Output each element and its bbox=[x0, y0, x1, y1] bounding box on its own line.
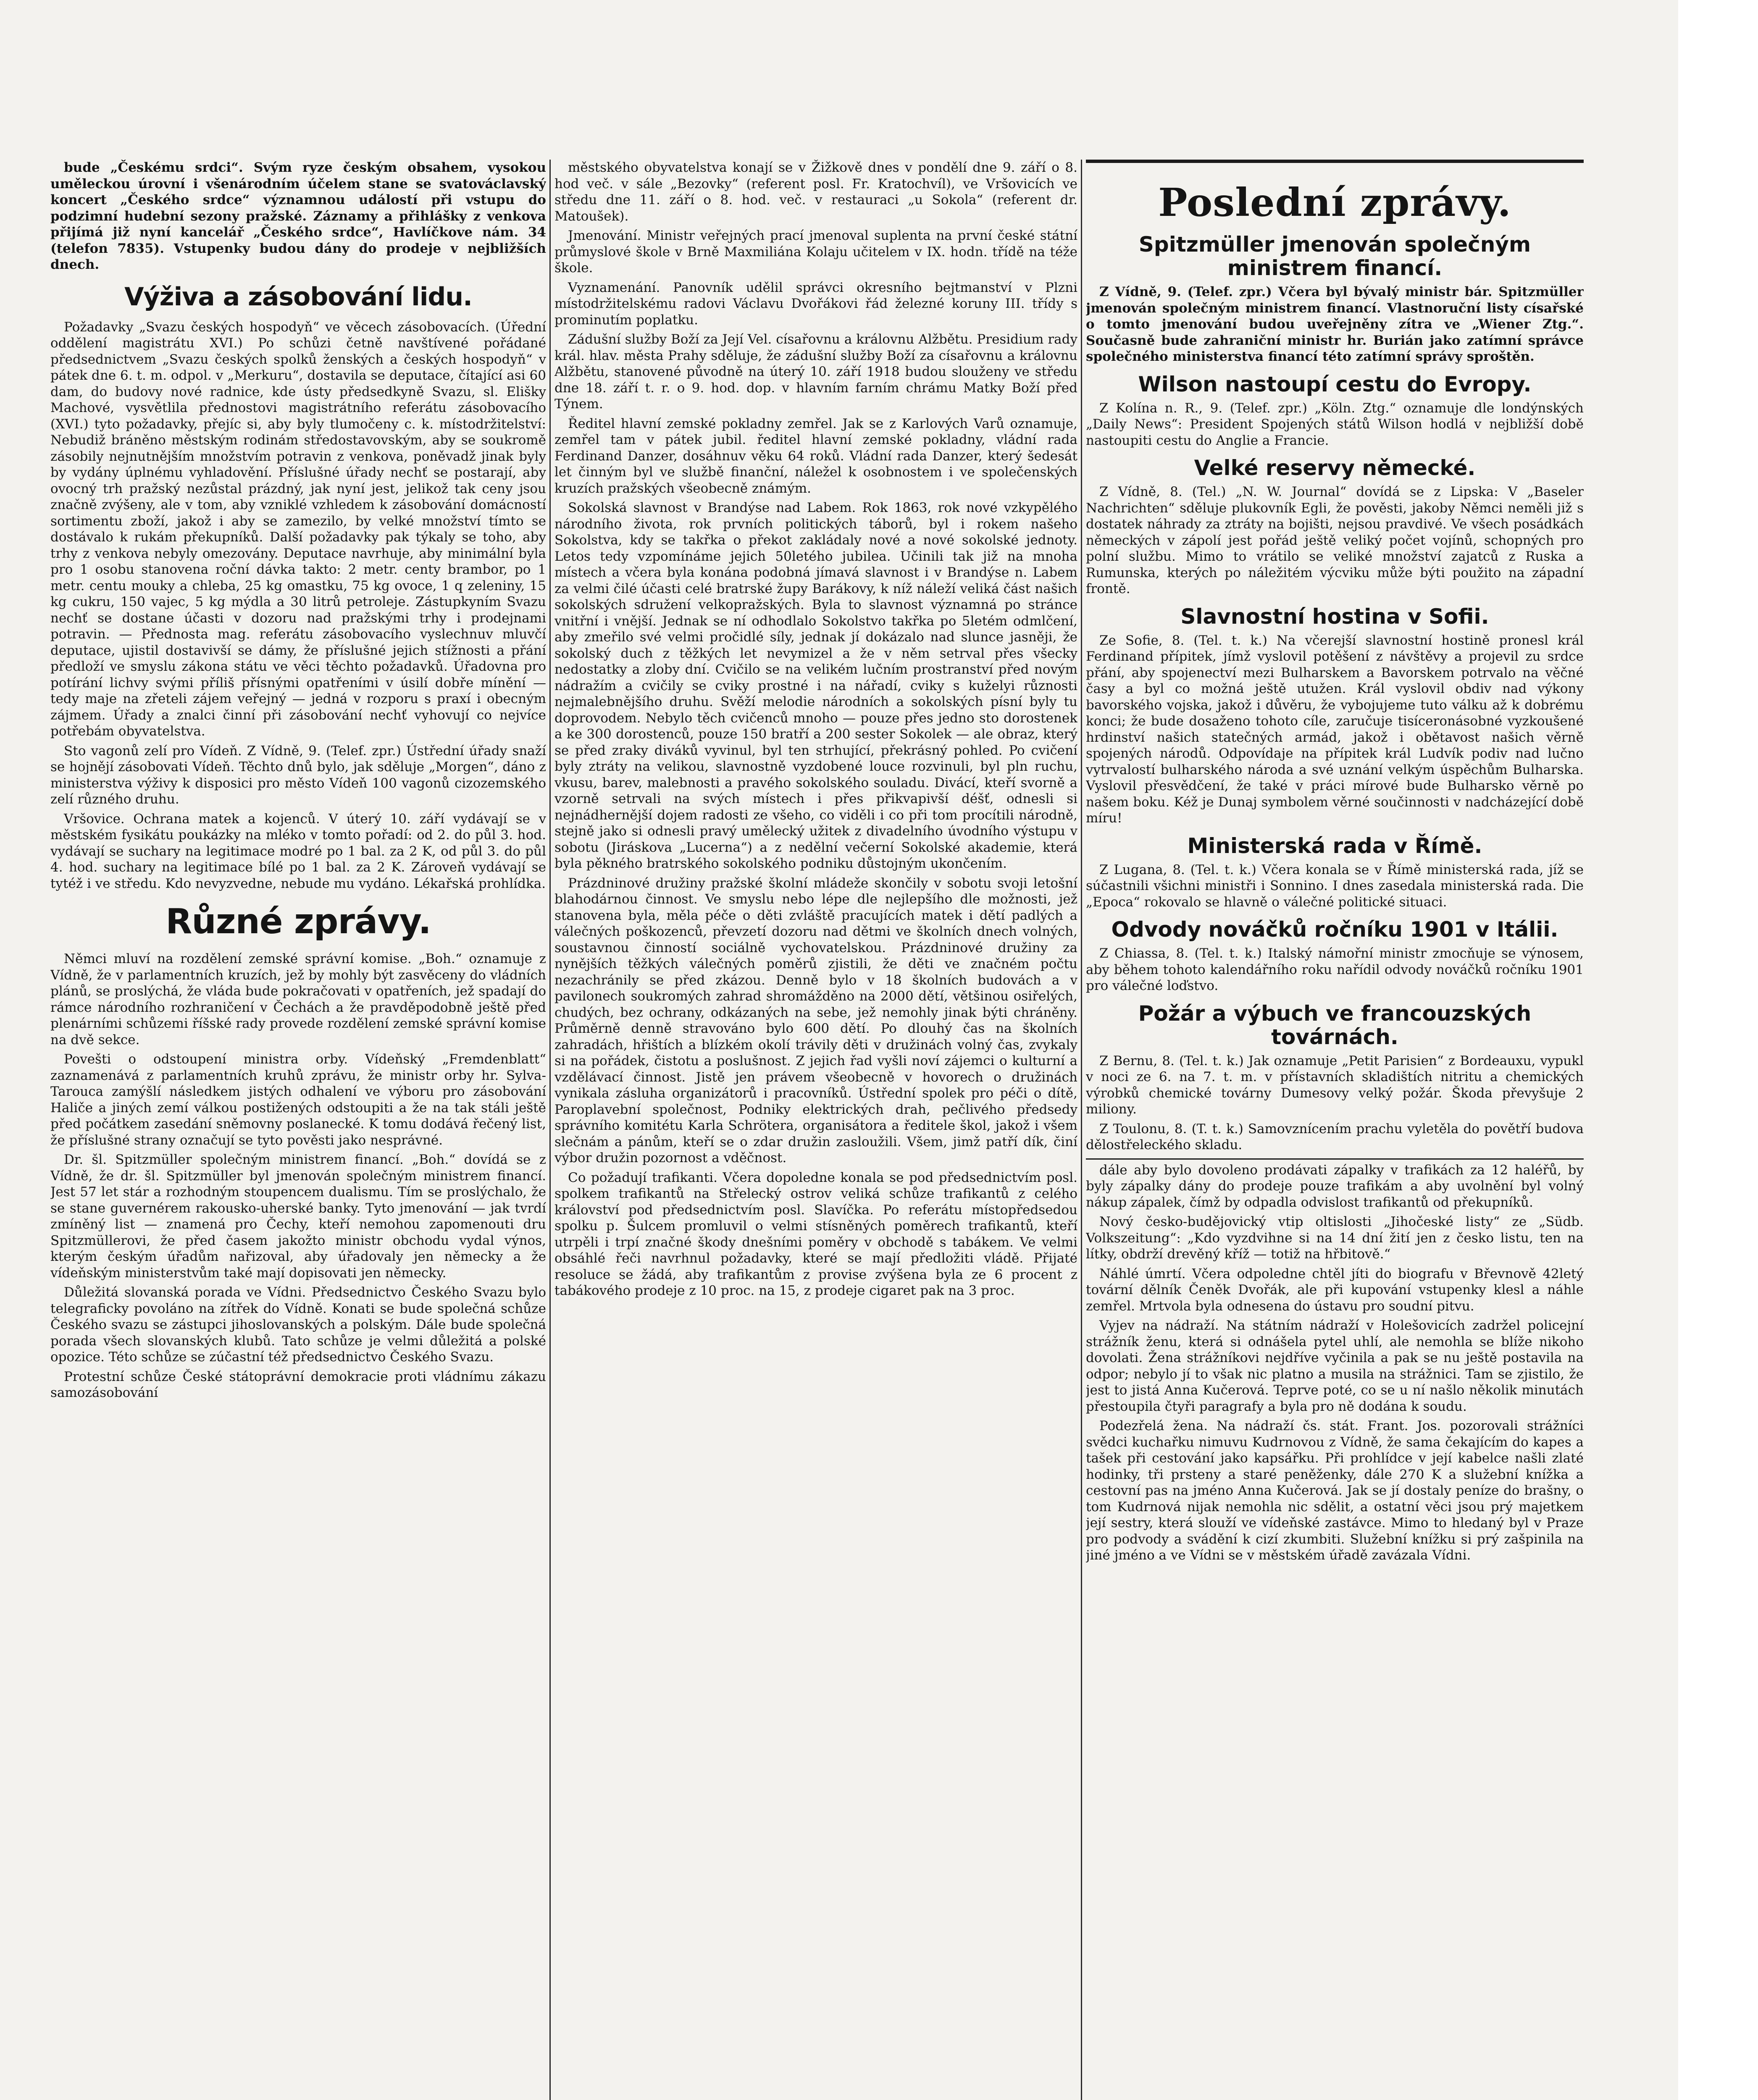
news-paragraph: Podezřelá žena. Na nádraží čs. stát. Frant. Jos. pozorovali strážníci svědci kuchařku nimuvu Kudrnovou z Vídně, že sama čekajícím do kapes a tašek při cestování jako kapsářku. Při prohlídce v její kabelce našli zlaté hodinky, tři prsteny a staré peněženky, dále 270 K a služební knížka a cestovní pas na jméno Anna Kučerová. Jak se jí dostaly peníze do brašny, o tom Kudrnová nijak nemohla nic sdělit, a ostatní věci jsou prý majetkem její sestry, která slouží ve vídeňské zastávce. Mimo to hledaný byl v Praze pro podvody a svádění k cizí zkumbiti. Služební knížku si prý zašpinila na jiné jméno a ve Vídni se v městském úřadě zavázala Vídni. bbox=[1086, 1418, 1584, 1563]
section-heading-misc-news: Různé zprávy. bbox=[166, 902, 431, 942]
news-paragraph: Z Toulonu, 8. (T. t. k.) Samovznícením prachu vyletěla do povětří budova dělostřeleckého skladu. bbox=[1086, 1121, 1584, 1152]
news-paragraph: Náhlé úmrtí. Včera odpoledne chtěl jíti do biografu v Břevnově 42letý tovární dělník Čeněk Dvořák, ale při kupování vstupenky klesl a náhle zemřel. Mrtvola byla odnesena do ústavu pro soudní pitvu. bbox=[1086, 1266, 1584, 1314]
masthead-rule bbox=[1086, 160, 1584, 163]
news-headline: Odvody nováčků ročníku 1901 v Itálii. bbox=[1111, 917, 1558, 942]
article-paragraph: Prázdninové družiny pražské školní mládeže skončily v sobotu svoji letošní blahodárnou činnost. Ve smyslu nebo lépe dle nejlepšího dle možnosti, jež stanovena byla, měla péče o děti zvláště pracujících matek i dětí padlých a válečných poškozenců, převzetí dozoru nad dětmi ve školních dnech volných, soustavnou činností sociálně vychovatelskou. Prázdninové družiny za nynějších těžkých válečných poměrů zjistili, že děti ve značném počtu nezachránily se před zkázou. Denně bylo v 18 školních budovách a v pavilonech soukromých zahrad shromážděno na 2000 dětí, většinou osiřelých, chudých, bez ochrany, odkázaných na sebe, jež nemohly jinak býti chráněny. Průměrně denně stravováno bylo 600 dětí. Po dlouhý čas na školních zahradách, hřištích a blízkém okolí trávily děti v družinách volný čas, zvykaly si na pořádek, čistotu a poslušnost. Z jejich řad vyšli noví zájemci o kulturní a vzdělávací činnost. Jistě jen právem všeobecně v hovorech o družinách vynikala zásluha organizátorů i pracovníků. Ústřední spolek pro péči o dítě, Paroplavební společnost, Podniky elektrických drah, pečlivého předsedy správního komitétu Karla Schrötera, organisátora a ředitele škol, jakož i všem slečnám a pánům, kteří se o zdar družin zasloužili. Všem, jimž patří dík, činí výbor družin pozornost a vděčnost. bbox=[554, 875, 1077, 1166]
page-margin bbox=[1678, 0, 1758, 2100]
column-middle bbox=[554, 160, 1077, 2100]
column-divider bbox=[1081, 160, 1082, 2100]
news-paragraph: Z Kolína n. R., 9. (Telef. zpr.) „Köln. Ztg.“ oznamuje dle londýnských „Daily News“: President Spojených států Wilson hodlá v nejbližší době nastoupiti cestu do Anglie a Francie. bbox=[1086, 400, 1584, 448]
article-paragraph: Co požadují trafikanti. Včera dopoledne konala se pod předsednictvím posl. spolkem trafikantů na Střelecký ostrov veliká schůze trafikantů z celého království pod předsednictvím posl. Slavíčka. Po referátu místopředsedou spolku p. Šulcem promluvil o velmi stísněných poměrech trafikantů, kteří utrpěli i trpí značné škody dnešními poměry v obchodě s tabákem. Ve velmi obsáhlé řeči navrhnul požadavky, které se mají předložiti vládě. Přijaté resoluce se žádá, aby trafikantům z provise zvýšena byla ze 6 procent z tabákového prodeje z 10 proc. na 15, z prodeje cigaret pak na 3 proc. bbox=[554, 1170, 1077, 1298]
news-headline: Slavnostní hostina v Sofii. bbox=[1180, 604, 1489, 629]
article-paragraph: Protestní schůze České státoprávní demokracie proti vládnímu zákazu samozásobování bbox=[50, 1369, 546, 1400]
column-right bbox=[1086, 160, 1584, 2100]
news-headline: Wilson nastoupí cestu do Evropy. bbox=[1138, 372, 1532, 396]
news-paragraph: Nový česko-budějovický vtip oltislosti „Jihočeské listy“ ze „Südb. Volkszeitung“: „Kdo vyzdvihne si na 14 dní žití jen z česko listu, ten na lítky, obdrží drevěný kříž — totiž na hřbitově.“ bbox=[1086, 1214, 1584, 1262]
article-paragraph: Němci mluví na rozdělení zemské správní komise. „Boh.“ oznamuje z Vídně, že v parlamentních kruzích, jež by mohly být zasvěceny do vládních plánů, se proslýchá, že vláda bude pokračovati v opatřeních, jež spadají do rámce národního rozhraničení v Čechách a že pravděpodobně ještě před plenárními schůzemi říšské rady provede rozdělení zemské správní komise na dvě sekce. bbox=[50, 951, 546, 1047]
article-paragraph: Požadavky „Svazu českých hospodyň“ ve věcech zásobovacích. (Úřední oddělení magistrátu XVI.) Po schůzi četně navštívené pořádané předsednictvem „Svazu českých spolků ženských a českých hospodyň“ v pátek dne 6. t. m. odpol. v „Merkuru“, dostavila se deputace, čítající asi 60 dam, do budovy nové radnice, kde ústy předsedkyně Svazu, sl. Elišky Machové, vysvětlila přednostovi magistrátního referátu zásobovacího (XVI.) tyto požadavky, přejíc si, aby byly tlumočeny c. k. místodržitelství: Nebudiž bráněno městským rodinám středostavovským, aby se soukromě zásobily nejnutnějším množstvím potravin z venkova, poněvadž jinak byly by vydány úplnému vyhladovění. Příslušné úřady nechť se postarají, aby ovocný trh pražský nezůstal prázdný, jak nyní jest, jelikož tak ceny jsou značně zvýšeny, ale v tom, aby vzniklé vzhledem k zásobování domácností sortimentu zboží, jakož i aby se zamezilo, by velké množství tímto se dostávalo k rukám překupníků. Další požadavky pak týkaly se toho, aby trhy z venkova nebyly omezovány. Deputace navrhuje, aby minimální byla pro 1 osobu stanovena roční dávka takto: 2 metr. centy brambor, po 1 metr. centu mouky a chleba, 25 kg omastku, 75 kg ovoce, 1 q zeleniny, 15 kg cukru, 150 vajec, 5 kg mýdla a 30 litrů petroleje. Zástupkyním Svazu nechť se dostane účasti v dozoru nad pražskými trhy i prodejnami potravin. — Přednosta mag. referátu zásobovacího vyslechnuv mluvčí deputace, ujistil dostavivší se dámy, že příslušné jejich stížnosti a přání předloží ve smyslu zákona státu ve věci těchto požadavků. Úřadovna pro potírání lichvy svými příliš přísnými opatřeními v úsilí dobře mínění — tedy maje na zřeteli zájem veřejný — jedná v rozporu s praxí i obecným zájmem. Úřady a znalci činní při zásobování nechť vyhovují co nejvíce potřebám obyvatelstva. bbox=[50, 319, 546, 739]
news-paragraph: Ze Sofie, 8. (Tel. t. k.) Na včerejší slavnostní hostině pronesl král Ferdinand přípitek, jímž vyslovil potěšení z návštěvy a projevil zu srdce přání, aby spojenectví mezi Bulharskem a Bavorskem potrvalo na věčné časy a byl co možná ještě utužen. Král vyslovil obdiv nad výkony bavorského vojska, jakož i důvěru, že vybojujeme tuto válku až k dobrému konci; že bude dosaženo tohoto cíle, zaručuje tisíceronásobné vyzkoušené hrdinství našich statečných armád, jakož i obětavost našich věrně spojených národů. Odpovídaje na přípitek král Ludvík podiv nad lučno vytrvalostí bulharského národa a své uznání velkým úspěchům Bulharska. Vyslovil přesvědčení, že také v práci mírové bude Bulharsko věrně po našem boku. Kéž je Dunaj symbolem věrné součinnosti v nadcházející době míru! bbox=[1086, 633, 1584, 826]
news-paragraph: Z Chiassa, 8. (Tel. t. k.) Italský námořní ministr zmocňuje se výnosem, aby během tohoto kalendářního roku nařídil odvody nováčků ročníku 1901 pro válečné loďstvo. bbox=[1086, 946, 1584, 993]
news-headline: Požár a výbuch ve francouzských továrnách. bbox=[1138, 1001, 1532, 1049]
article-paragraph: Dr. šl. Spitzmüller společným ministrem financí. „Boh.“ dovídá se z Vídně, že dr. šl. Spitzmüller byl jmenován společným ministrem financí. Jest 57 let stár a rozhodným stoupencem dualismu. Tím se proslýchalo, že se stane guvernérem rakousko-uherské banky. Tyto jmenování — jak tvrdí zmíněný list — znamená pro Čechy, kteří nemohou zapomenouti dru Spitzmüllerovi, že před časem jakožto ministr obchodu vydal výnos, kterým českým úřadům nařizoval, aby úřadovaly jen německy a že vídeňským ministerstvům také mají dopisovati jen německy. bbox=[50, 1152, 546, 1281]
article-paragraph: Vršovice. Ochrana matek a kojenců. V úterý 10. září vydávají se v městském fysikátu poukázky na mléko v tomto pořadí: od 2. do půl 3. hod. vydávají se suchary na legitimace modré po 1 bal. za 2 K, od půl 3. do půl 4. hod. suchary na legitimace bílé po 1 bal. za 2 K. Zároveň vydávají se tytéž i ve středu. Kdo nevyzvedne, nebude mu vydáno. Lékařská prohlídka. bbox=[50, 811, 546, 891]
article-paragraph: městského obyvatelstva konají se v Žižkově dnes v pondělí dne 9. září o 8. hod več. v sále „Bezovky“ (referent posl. Fr. Kratochvíl), ve Vršovicích ve středu dne 11. září o 8. hod. več. v restauraci „u Sokola“ (referent dr. Matoušek). bbox=[554, 160, 1077, 224]
column-left bbox=[50, 160, 546, 2100]
news-paragraph: dále aby bylo dovoleno prodávati zápalky v trafikách za 12 haléřů, by byly zápalky dány do prodeje pouze trafikám a aby uvolnění byl volný nákup zápalek, čímž by odpadla odvislost trafikantů od překupníků. bbox=[1086, 1162, 1584, 1210]
article-paragraph: Sto vagonů zelí pro Vídeň. Z Vídně, 9. (Telef. zpr.) Ústřední úřady snaží se hojnějí zásobovati Vídeň. Těchto dnů bylo, jak sděluje „Morgen“, dáno z ministerstva výživy k disposici pro město Vídeň 100 vagonů cizozemského zelí různého druhu. bbox=[50, 743, 546, 807]
column-divider bbox=[549, 160, 551, 2100]
article-paragraph: Jmenování. Ministr veřejných prací jmenoval suplenta na první české státní průmyslové škole v Brně Maxmiliána Kolaju učitelem v IX. hodn. třídě na téže škole. bbox=[554, 228, 1077, 276]
news-headline: Ministerská rada v Římě. bbox=[1187, 833, 1482, 858]
news-headline: Velké reservy německé. bbox=[1194, 456, 1476, 480]
news-paragraph: Z Vídně, 9. (Telef. zpr.) Včera byl bývalý ministr bár. Spitzmüller jmenován společným ministrem financí. Vlastnoruční listy císařské o tomto jmenování budou uveřejněny zítra ve „Wiener Ztg.“. Současně bude zahraniční ministr hr. Burián jako zatímní správce společného ministerstva financí této zatímní správy sproštěn. bbox=[1086, 284, 1584, 364]
news-paragraph: Z Bernu, 8. (Tel. t. k.) Jak oznamuje „Petit Parisien“ z Bordeauxu, vypukl v noci ze 6. na 7. t. m. v přístavních skladištích nitritu a chemických výrobků chemické továrny Dumesovy velký požár. Škoda převyšuje 2 miliony. bbox=[1086, 1053, 1584, 1117]
section-rule bbox=[1086, 1158, 1584, 1160]
latest-news-masthead: Poslední zprávy. bbox=[1158, 180, 1511, 225]
news-headline: Spitzmüller jmenován společným ministrem financí. bbox=[1138, 232, 1531, 280]
article-paragraph: Povešti o odstoupení ministra orby. Vídeňský „Fremdenblatt“ zaznamenává z parlamentních kruhů zprávu, že ministr orby hr. Sylva-Tarouca zamýšlí následkem jistých odhalení ve výboru pro zásobování Haliče a jiných zemí válkou postižených odstoupiti a že na tak stáli ještě před počátkem zasedání sněmovny poslanecké. K tomu dodává řečený list, že příslušné strany označují se tyto pověsti jako nesprávné. bbox=[50, 1052, 546, 1148]
article-paragraph: Vyznamenání. Panovník udělil správci okresního bejtmanství v Plzni místodržitelskému radovi Václavu Dvořákovi řád železné koruny III. třídy s prominutím poplatku. bbox=[554, 280, 1077, 328]
news-paragraph: Z Lugana, 8. (Tel. t. k.) Včera konala se v Římě ministerská rada, jíž se súčastnili všichni ministři i Sonnino. I dnes zasedala ministerská rada. Die „Epoca“ rokovalo se hlavně o válečné politické situaci. bbox=[1086, 862, 1584, 910]
news-paragraph: Z Vídně, 8. (Tel.) „N. W. Journal“ dovídá se z Lipska: V „Baseler Nachrichten“ sděluje plukovník Egli, že pověsti, jakoby Němci neměli již s dostatek náhrady za ztráty na bojišti, nejsou pravdivé. Ve všech posádkách německých v zápolí jest pořád ještě veliký počet vojínů, schopných pro polní službu. Mimo to vrátilo se veliké množství zajatců z Ruska a Rumunska, kterých po náležitém výcviku může býti použito na západní frontě. bbox=[1086, 484, 1584, 596]
intro-paragraph: bude „Českému srdci“. Svým ryze českým obsahem, vysokou uměleckou úrovní i všenárodním účelem stane se svatováclavský koncert „Českého srdce“ významnou událostí při vstupu do podzimní hudební sezony pražské. Záznamy a přihlášky z venkova přijímá již nyní kancelář „Českého srdce“, Havlíčkove nám. 34 (telefon 7835). Vstupenky budou dány do prodeje v nejbližších dnech. bbox=[50, 160, 546, 272]
article-paragraph: Zádušní služby Boží za Její Vel. císařovnu a královnu Alžbětu. Presidium rady král. hlav. města Prahy sděluje, že zádušní služby Boží za císařovnu a královnu Alžbětu, stanovené původně na úterý 10. září 1918 budou slouženy ve středu dne 18. září t. r. o 9. hod. dop. v hlavním farním chrámu Matky Boží před Týnem. bbox=[554, 332, 1077, 412]
section-heading-nutrition: Výživa a zásobování lidu. bbox=[124, 282, 472, 312]
article-paragraph: Ředitel hlavní zemské pokladny zemřel. Jak se z Karlových Varů oznamuje, zemřel tam v pátek jubil. ředitel hlavní zemské pokladny, vládní rada Ferdinand Danzer, dosáhnuv věku 64 roků. Vládní rada Danzer, který šedesát let činným byl ve službě finanční, náležel k osobnostem i ve společenských kruzích pražských všeobecně známým. bbox=[554, 416, 1077, 496]
news-paragraph: Vyjev na nádraží. Na státním nádraží v Holešovicích zadržel policejní strážník ženu, která si odnášela pytel uhlí, ale nemohla se blíže nikoho dovolati. Žena strážníkovi nejdříve vyčinila a pak se nu ještě postavila na odpor; nebylo jí to však nic platno a musila na strážnici. Tam se zjistilo, že jest to jistá Anna Kučerová. Teprve poté, co se u ní našlo několik minutách přestoupila čtyři paragrafy a byla pro ně dodána k soudu. bbox=[1086, 1318, 1584, 1414]
article-paragraph: Důležitá slovanská porada ve Vídni. Předsednictvo Českého Svazu bylo telegraficky povoláno na zítřek do Vídně. Konati se bude společná schůze Českého svazu se zástupci jihoslovanských a polským. Dále bude společná porada všech slovanských klubů. Tato schůze je velmi důležitá a polské opozice. Této schůze se zúčastní též předsednictvo Českého Svazu. bbox=[50, 1285, 546, 1365]
article-paragraph: Sokolská slavnost v Brandýse nad Labem. Rok 1863, rok nové vzkypělého národního života, rok prvních politických táborů, byl i rokem našeho Sokolstva, kdy se takřka o překot zakládaly nové a nové sokolské jednoty. Letos tedy vzpomínáme jejich 50letého jubilea. Učinili tak již na mnoha místech a včera byla konána podobná jímavá slavnost i v Brandýse n. Labem za velmi čilé účasti celé bratrské župy Barákovy, k níž náleží veliká část našich sokolských sdružení velkopražských. Byla to slavnost významná po stránce vnitřní i vnější. Jednak se ní odhodlalo Sokolstvo takřka po 5letém odmlčení, aby zmeřilo své velmi pročidlé síly, jednak jí dokázalo nad slunce jasněji, že sokolský duch z těžkých let nevymizel a že v něm setrval přes všecky nedostatky a zloby dní. Cvičilo se na velikém lučním prostranství před novým nádražím a cvičily se cviky prostné i na nářadí, cviky s kuželyi různosti nejmalebnějšího druhu. Svěží melodie národních a sokolských písní byly tu doprovodem. Nebylo těch cvičenců mnoho — pouze přes jedno sto dorostenek a ke 300 dorostenců, pouze 150 bratří a 200 sester Sokolek — ale obraz, který se před zraky diváků vyvinul, byl ten strhující, překrásný pohled. Po cvičení byly ztráty na velikou, slavnostně vyzdobené louce rozvinuli, byl pln ruchu, vkusu, barev, malebnosti a pravého sokolského souladu. Divácí, kteří svorně a vzorně setrvali na svých místech i přes přikvapivší déšť, odnesli si nejnádhernější dojem radosti ze všeho, co viděli i co při tom procítili národně, stejně jako si odnesli pravý umělecký užitek z divadelního úvodního výstupu v sobotu (Jiráskova „Lucerna“) a z nedělní večerní Sokolské akademie, která byla pěkného bratrského sokolského podniku důstojným ukončením. bbox=[554, 500, 1077, 871]
